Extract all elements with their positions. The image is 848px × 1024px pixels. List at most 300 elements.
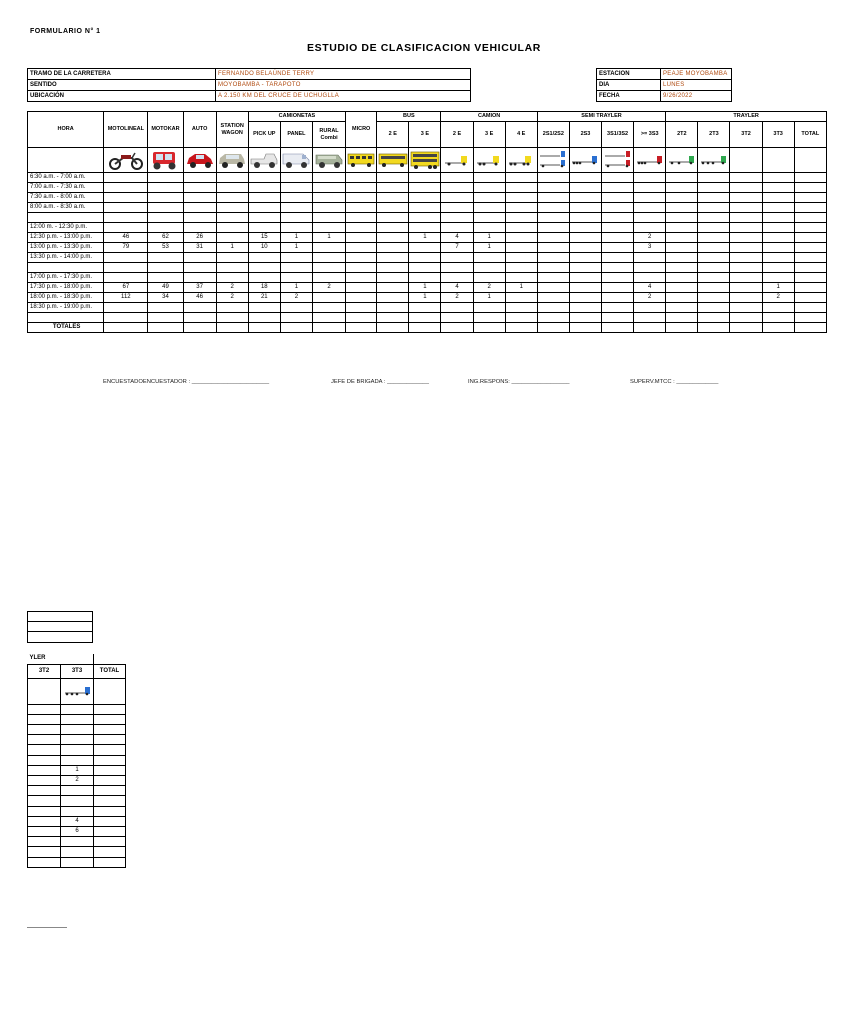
count-cell (569, 253, 601, 263)
count-cell (377, 293, 409, 303)
count-cell (216, 273, 248, 283)
count-cell (104, 323, 148, 333)
count-cell: 2 (441, 293, 473, 303)
signature-encuestador (103, 379, 269, 385)
count-cell (104, 203, 148, 213)
count-cell (28, 796, 61, 806)
count-cell: 53 (148, 243, 183, 253)
count-cell (441, 273, 473, 283)
footer-rule (27, 927, 67, 928)
count-cell (216, 183, 248, 193)
count-cell (28, 714, 61, 724)
count-cell (794, 273, 826, 283)
count-cell (346, 243, 377, 253)
count-cell (409, 313, 441, 323)
count-cell (280, 323, 312, 333)
count-cell (473, 303, 505, 313)
count-cell: 2 (280, 293, 312, 303)
count-cell (473, 213, 505, 223)
bus-2e-icon (377, 148, 409, 173)
signature-ing-responsable (468, 379, 570, 385)
count-cell (730, 263, 762, 273)
col-header: 3 E (409, 122, 441, 148)
count-cell (377, 243, 409, 253)
table-row (28, 243, 827, 253)
count-cell (280, 303, 312, 313)
count-cell (569, 263, 601, 273)
count-cell (634, 253, 666, 263)
count-cell (762, 223, 794, 233)
count-cell: 1 (473, 243, 505, 253)
count-cell: 4 (61, 816, 94, 826)
count-cell: 2 (634, 293, 666, 303)
count-cell (730, 323, 762, 333)
count-cell (698, 293, 730, 303)
count-cell (104, 223, 148, 233)
signature-line: ________________________ (191, 379, 270, 385)
count-cell (441, 213, 473, 223)
count-cell (537, 223, 569, 233)
count-cell (183, 223, 216, 233)
count-cell (505, 303, 537, 313)
count-cell (377, 203, 409, 213)
count-cell (666, 223, 698, 233)
count-cell: 1 (505, 283, 537, 293)
count-cell (730, 223, 762, 233)
count-cell (94, 826, 126, 836)
count-cell (409, 303, 441, 313)
count-cell (409, 223, 441, 233)
count-cell (312, 293, 345, 303)
info-value: MOYOBAMBA - TARAPOTO (216, 80, 471, 91)
count-cell (183, 203, 216, 213)
count-cell (473, 253, 505, 263)
signature-jefe-brigada (331, 379, 429, 385)
count-cell (94, 857, 126, 867)
count-cell (569, 213, 601, 223)
count-cell (794, 193, 826, 203)
count-cell: 1 (473, 233, 505, 243)
count-cell (94, 745, 126, 755)
count-cell (28, 826, 61, 836)
truck-4e-icon (505, 148, 537, 173)
table-row (28, 857, 126, 867)
count-cell (346, 283, 377, 293)
count-cell: 3 (634, 243, 666, 253)
count-cell (312, 253, 345, 263)
count-cell (61, 725, 94, 735)
hora-header: HORA (28, 112, 104, 148)
col-header: >= 3S3 (634, 122, 666, 148)
count-cell (94, 837, 126, 847)
count-cell (730, 233, 762, 243)
count-cell (248, 223, 280, 233)
table-row (28, 826, 126, 836)
count-cell (666, 303, 698, 313)
table-row (28, 313, 827, 323)
table-row (28, 203, 827, 213)
count-cell (602, 203, 634, 213)
count-cell (666, 293, 698, 303)
count-cell: 1 (61, 765, 94, 775)
count-cell: 4 (441, 283, 473, 293)
count-cell (409, 173, 441, 183)
count-cell (377, 273, 409, 283)
count-cell (312, 263, 345, 273)
col-header: 2 E (377, 122, 409, 148)
count-cell (28, 735, 61, 745)
vehicle-icon-row (28, 148, 827, 173)
info-row-dia (597, 80, 732, 91)
count-cell (183, 323, 216, 333)
count-cell (280, 253, 312, 263)
count-cell (346, 273, 377, 283)
count-cell (346, 213, 377, 223)
info-value: FERNANDO BELAÚNDE TERRY (216, 69, 471, 80)
count-cell (28, 786, 61, 796)
count-cell (28, 816, 61, 826)
empty-cell (28, 612, 93, 622)
count-cell: 1 (280, 233, 312, 243)
count-cell (505, 213, 537, 223)
count-cell (602, 183, 634, 193)
count-cell (280, 263, 312, 273)
col-header: STATION WAGON (216, 112, 248, 148)
count-cell (794, 173, 826, 183)
count-cell (148, 203, 183, 213)
count-cell: 67 (104, 283, 148, 293)
info-row-fecha (597, 91, 732, 102)
table-row (28, 263, 827, 273)
count-cell (602, 303, 634, 313)
classification-table (27, 111, 827, 333)
count-cell (148, 183, 183, 193)
col-header: MICRO (346, 112, 377, 148)
count-cell (634, 313, 666, 323)
count-cell (28, 704, 61, 714)
hour-cell: 6:30 a.m. - 7:00 a.m. (28, 173, 104, 183)
count-cell (698, 193, 730, 203)
count-cell (666, 213, 698, 223)
count-cell (248, 173, 280, 183)
count-cell (61, 704, 94, 714)
count-cell: 2 (312, 283, 345, 293)
count-cell (794, 203, 826, 213)
count-cell (505, 263, 537, 273)
count-cell (104, 173, 148, 183)
count-cell (730, 243, 762, 253)
count-cell (346, 263, 377, 273)
count-cell (183, 173, 216, 183)
col-header: TOTAL (794, 122, 826, 148)
count-cell (377, 303, 409, 313)
count-cell (148, 253, 183, 263)
count-cell: 2 (634, 233, 666, 243)
table-row (28, 847, 126, 857)
count-cell (569, 233, 601, 243)
count-cell (473, 193, 505, 203)
count-cell (794, 253, 826, 263)
count-cell (794, 243, 826, 253)
col-header: 2S3 (569, 122, 601, 148)
count-cell (505, 293, 537, 303)
count-cell (377, 173, 409, 183)
count-cell (569, 173, 601, 183)
empty-cell (28, 632, 93, 642)
count-cell (148, 213, 183, 223)
count-cell (569, 223, 601, 233)
count-cell (312, 243, 345, 253)
signature-line: _____________ (387, 379, 429, 385)
empty-cell (94, 678, 126, 704)
form-number: FORMULARIO N° 1 (30, 28, 101, 35)
count-cell (183, 263, 216, 273)
count-cell (61, 857, 94, 867)
count-cell (666, 173, 698, 183)
hour-cell: 17:30 p.m. - 18:00 p.m. (28, 283, 104, 293)
count-cell (762, 193, 794, 203)
count-cell (537, 283, 569, 293)
count-cell: 1 (409, 283, 441, 293)
count-cell (794, 183, 826, 193)
count-cell (505, 243, 537, 253)
count-cell: 1 (409, 293, 441, 303)
count-cell (183, 313, 216, 323)
trailer-2t2-icon (666, 148, 698, 173)
hour-cell: 7:30 a.m. - 8:00 a.m. (28, 193, 104, 203)
count-cell (537, 203, 569, 213)
count-cell (441, 203, 473, 213)
count-cell: 31 (183, 243, 216, 253)
table-row (28, 796, 126, 806)
count-cell (569, 203, 601, 213)
count-cell: 62 (148, 233, 183, 243)
hour-cell: 13:30 p.m. - 14:00 p.m. (28, 253, 104, 263)
table-row (28, 193, 827, 203)
count-cell: 2 (216, 293, 248, 303)
count-cell (409, 203, 441, 213)
count-cell (505, 233, 537, 243)
signature-label: ING.RESPONS: (468, 379, 510, 385)
count-cell (730, 253, 762, 263)
count-cell: 112 (104, 293, 148, 303)
info-label: UBICACIÓN (28, 91, 216, 102)
count-cell (634, 323, 666, 333)
count-cell (473, 273, 505, 283)
count-cell (61, 786, 94, 796)
count-cell (441, 263, 473, 273)
count-cell (505, 313, 537, 323)
count-cell (28, 745, 61, 755)
count-cell: 1 (216, 243, 248, 253)
count-cell (409, 273, 441, 283)
count-cell (602, 233, 634, 243)
count-cell (762, 243, 794, 253)
group-header-camion: CAMION (441, 112, 537, 122)
count-cell (409, 253, 441, 263)
count-cell (441, 193, 473, 203)
rural-combi-icon (312, 148, 345, 173)
count-cell (248, 263, 280, 273)
count-cell (28, 806, 61, 816)
col-header: 3 E (473, 122, 505, 148)
count-cell (794, 313, 826, 323)
count-cell (94, 796, 126, 806)
col-header: 3T2 (28, 664, 61, 678)
count-cell (666, 273, 698, 283)
hour-cell: 8:00 a.m. - 8:30 a.m. (28, 203, 104, 213)
count-cell (762, 173, 794, 183)
count-cell (94, 806, 126, 816)
count-cell (730, 213, 762, 223)
count-cell (762, 323, 794, 333)
count-cell (104, 253, 148, 263)
count-cell (537, 193, 569, 203)
col-header: 3T2 (730, 122, 762, 148)
count-cell (280, 223, 312, 233)
semi-2s1-icon (537, 148, 569, 173)
count-cell (473, 263, 505, 273)
count-cell (104, 303, 148, 313)
count-cell (248, 273, 280, 283)
count-cell (698, 313, 730, 323)
empty-cell (28, 678, 61, 704)
count-cell: 2 (473, 283, 505, 293)
count-cell (569, 283, 601, 293)
hour-cell: 13:00 p.m. - 13:30 p.m. (28, 243, 104, 253)
count-cell (698, 213, 730, 223)
count-cell (505, 183, 537, 193)
count-cell (377, 283, 409, 293)
count-cell (280, 273, 312, 283)
count-cell (569, 303, 601, 313)
empty-cell (28, 148, 104, 173)
count-cell (666, 193, 698, 203)
bus-3e-icon (409, 148, 441, 173)
count-cell: 34 (148, 293, 183, 303)
count-cell (762, 313, 794, 323)
count-cell (94, 765, 126, 775)
table-row (28, 755, 126, 765)
count-cell (377, 323, 409, 333)
count-cell (183, 253, 216, 263)
count-cell (569, 273, 601, 283)
info-row-ubicacion (28, 91, 471, 102)
count-cell (602, 223, 634, 233)
count-cell (602, 293, 634, 303)
count-cell (794, 283, 826, 293)
count-cell (61, 796, 94, 806)
count-cell (216, 253, 248, 263)
count-cell (569, 313, 601, 323)
count-cell (537, 293, 569, 303)
count-cell (537, 323, 569, 333)
count-cell (216, 223, 248, 233)
trayler-overflow-table (27, 654, 126, 868)
count-cell (94, 776, 126, 786)
count-cell (216, 313, 248, 323)
count-cell (104, 183, 148, 193)
count-cell (346, 313, 377, 323)
count-cell (216, 213, 248, 223)
count-cell (216, 323, 248, 333)
table-row (28, 735, 126, 745)
table-row (28, 786, 126, 796)
col-header: PANEL (280, 122, 312, 148)
signature-line: _____________ (676, 379, 719, 385)
count-cell (537, 313, 569, 323)
count-cell (602, 173, 634, 183)
count-cell (312, 193, 345, 203)
count-cell (312, 213, 345, 223)
count-cell: 4 (634, 283, 666, 293)
count-cell (730, 303, 762, 313)
count-cell: 1 (312, 233, 345, 243)
count-cell (634, 203, 666, 213)
group-header-row (28, 112, 827, 122)
count-cell (216, 233, 248, 243)
hour-cell: 7:00 a.m. - 7:30 a.m. (28, 183, 104, 193)
count-cell (377, 183, 409, 193)
info-label: FECHA (597, 91, 661, 102)
count-cell (377, 213, 409, 223)
count-cell (537, 243, 569, 253)
count-cell (346, 323, 377, 333)
trayler-overflow-body (28, 704, 126, 867)
count-cell (794, 213, 826, 223)
count-cell (666, 203, 698, 213)
info-label: SENTIDO (28, 80, 216, 91)
count-cell (216, 263, 248, 273)
count-cell (634, 263, 666, 273)
count-cell (61, 847, 94, 857)
info-value: A 2.150 KM DEL CRUCE DE UCHUGLLA (216, 91, 471, 102)
col-header: PICK UP (248, 122, 280, 148)
count-cell (280, 213, 312, 223)
count-cell (602, 213, 634, 223)
count-cell (441, 303, 473, 313)
count-cell (28, 837, 61, 847)
col-header: AUTO (183, 112, 216, 148)
count-cell (666, 243, 698, 253)
count-cell (730, 173, 762, 183)
count-cell (28, 857, 61, 867)
count-cell: 4 (441, 233, 473, 243)
count-cell (698, 283, 730, 293)
count-cell (346, 253, 377, 263)
count-cell (666, 263, 698, 273)
count-cell (183, 273, 216, 283)
count-cell (377, 233, 409, 243)
count-cell (377, 193, 409, 203)
count-cell (666, 253, 698, 263)
col-header: RURAL Combi (312, 122, 345, 148)
count-cell (183, 183, 216, 193)
count-cell (537, 273, 569, 283)
count-cell (730, 183, 762, 193)
count-cell (248, 303, 280, 313)
count-cell: 10 (248, 243, 280, 253)
count-cell (346, 303, 377, 313)
count-cell (441, 313, 473, 323)
hour-cell: 18:30 p.m. - 19:00 p.m. (28, 303, 104, 313)
count-cell (762, 233, 794, 243)
count-cell (794, 263, 826, 273)
hour-cell: 12:00 m. - 12:30 p.m. (28, 223, 104, 233)
count-cell (602, 273, 634, 283)
count-cell (94, 847, 126, 857)
count-cell (505, 253, 537, 263)
